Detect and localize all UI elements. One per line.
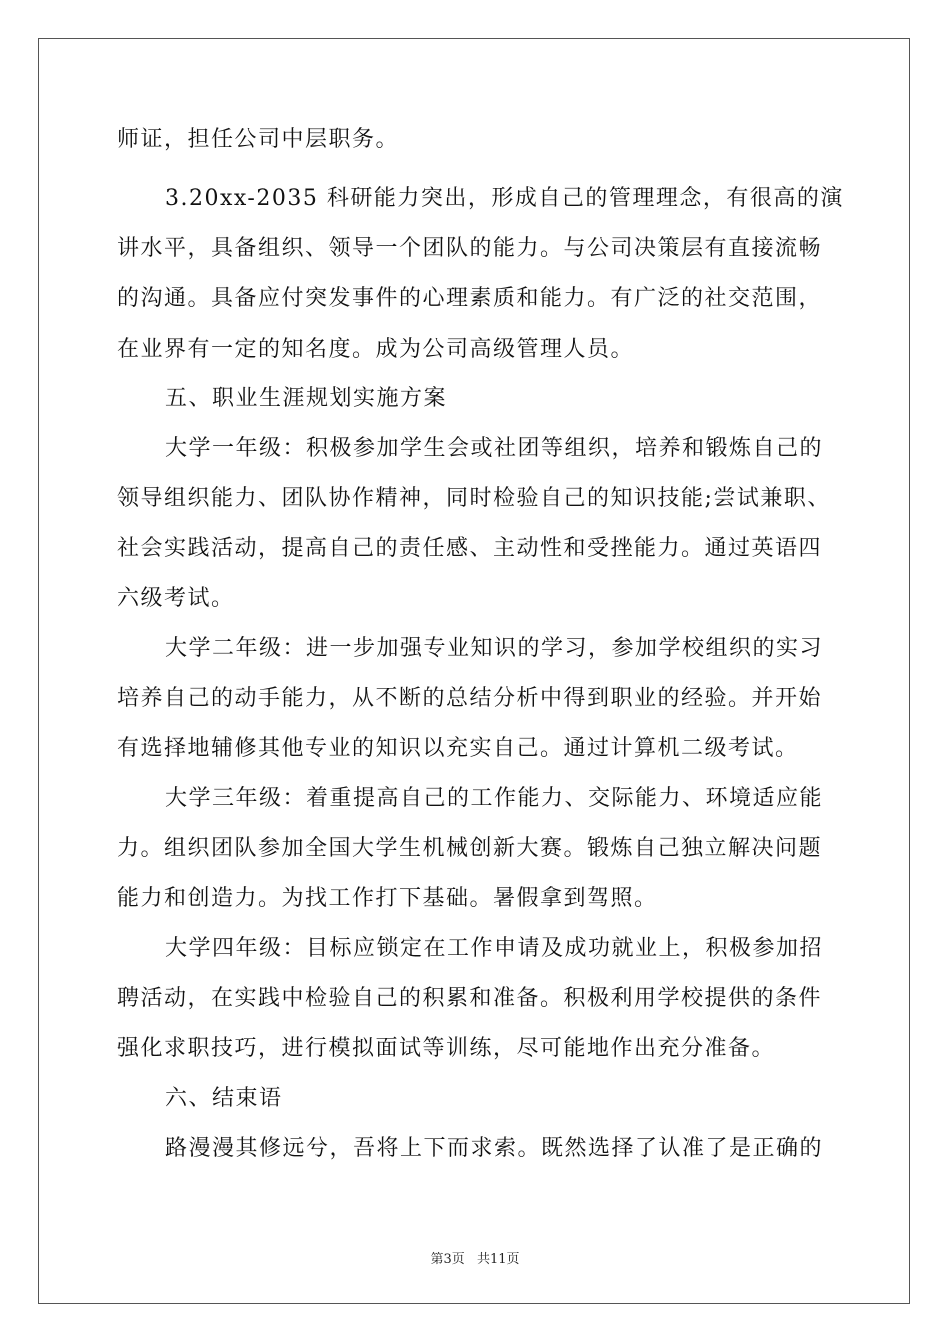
page-border: [38, 38, 910, 1304]
paragraph-line: 培养自己的动手能力，从不断的总结分析中得到职业的经验。并开始: [117, 686, 823, 711]
paragraph-line: 的沟通。具备应付突发事件的心理素质和能力。有广泛的社交范围，: [117, 286, 823, 311]
page-number: 第3页: [430, 1252, 465, 1267]
paragraph-line: 在业界有一定的知名度。成为公司高级管理人员。: [117, 337, 635, 362]
paragraph-line: 力。组织团队参加全国大学生机械创新大赛。锻炼自己独立解决问题: [117, 836, 823, 861]
section-heading: 六、结束语: [165, 1086, 283, 1111]
paragraph-line: 路漫漫其修远兮，吾将上下而求索。既然选择了认准了是正确的: [165, 1136, 824, 1161]
paragraph-line: 师证，担任公司中层职务。: [117, 127, 400, 152]
total-pages: 共11页: [476, 1252, 520, 1267]
paragraph-line: 有选择地辅修其他专业的知识以充实自己。通过计算机二级考试。: [117, 736, 799, 761]
paragraph-line: 领导组织能力、团队协作精神，同时检验自己的知识技能;尝试兼职、: [117, 486, 831, 511]
paragraph-line: 讲水平，具备组织、领导一个团队的能力。与公司决策层有直接流畅: [117, 236, 823, 261]
page-footer: [0, 1248, 950, 1267]
paragraph-line: 社会实践活动，提高自己的责任感、主动性和受挫能力。通过英语四: [117, 536, 823, 561]
paragraph-line: 强化求职技巧，进行模拟面试等训练，尽可能地作出充分准备。: [117, 1036, 776, 1061]
paragraph-line: 六级考试。: [117, 586, 235, 611]
paragraph-line: 大学二年级：进一步加强专业知识的学习，参加学校组织的实习: [165, 636, 824, 661]
paragraph-line: 能力和创造力。为找工作打下基础。暑假拿到驾照。: [117, 886, 658, 911]
section-heading: 五、职业生涯规划实施方案: [165, 386, 448, 411]
paragraph-line: 大学四年级：目标应锁定在工作申请及成功就业上，积极参加招: [165, 936, 824, 961]
paragraph-line: 大学三年级：着重提高自己的工作能力、交际能力、环境适应能: [165, 786, 824, 811]
paragraph-line: 大学一年级：积极参加学生会或社团等组织，培养和锻炼自己的: [165, 436, 824, 461]
paragraph-line: 聘活动，在实践中检验自己的积累和准备。积极利用学校提供的条件: [117, 986, 823, 1011]
paragraph-line: 3.20xx-2035 科研能力突出，形成自己的管理理念，有很高的演: [165, 186, 844, 211]
